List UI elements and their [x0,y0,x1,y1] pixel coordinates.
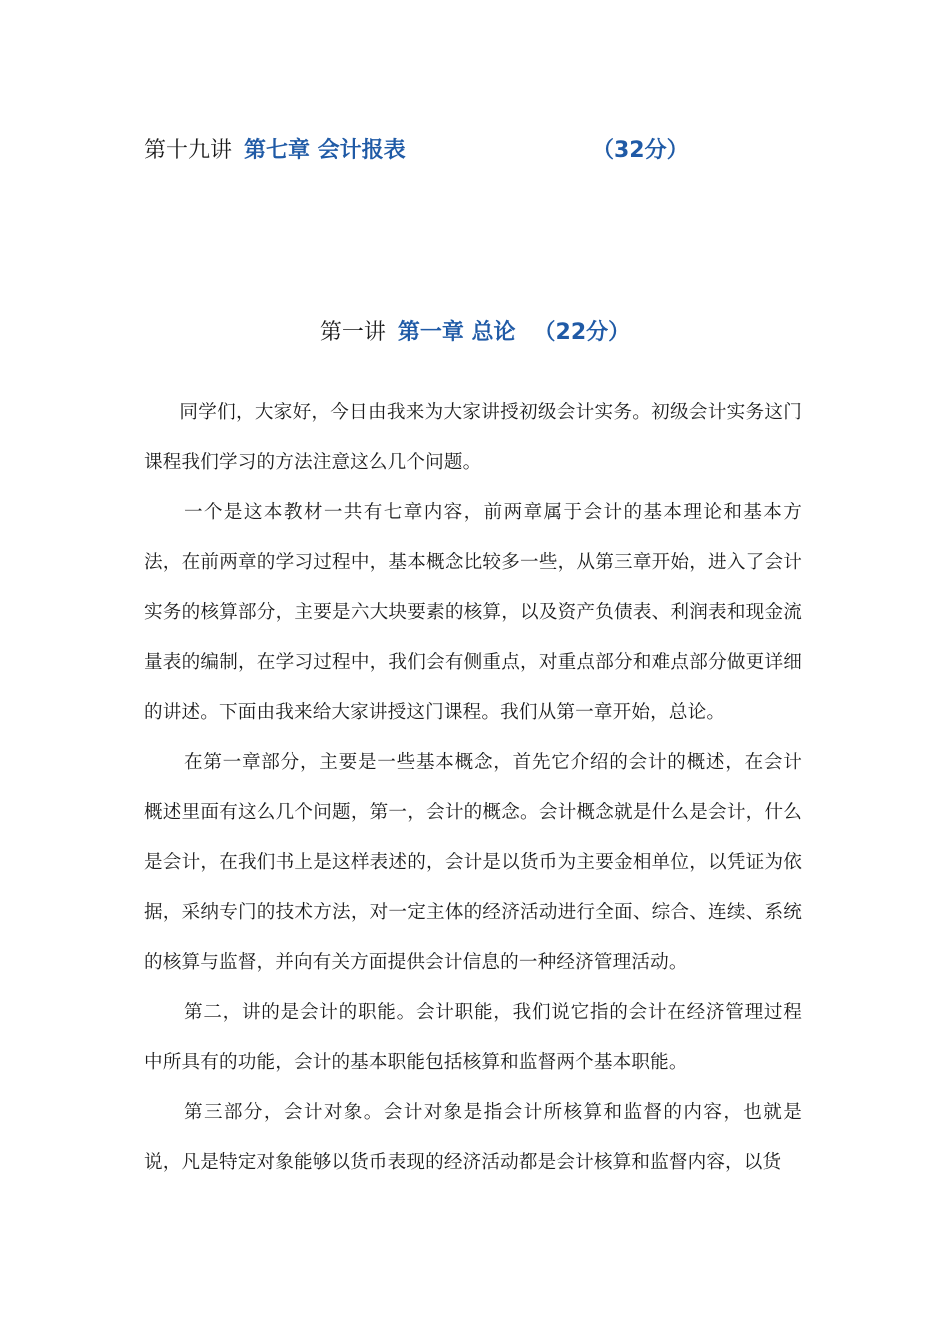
paragraph-greeting: 同学们，大家好，今日由我来为大家讲授初级会计实务。初级会计实务这门课程我们学习的方法注意这么几个问题。 [144,402,802,473]
section-heading-score: （22分） [533,320,631,345]
body-text [144,388,802,1188]
paragraph-textbook-overview: 一个是这本教材一共有七章内容，前两章属于会计的基本理论和基本方法，在前两章的学习过程中，基本概念比较多一些，从第三章开始，进入了会计实务的核算部分，主要是六大块要素的核算，以及资产负债表、利润表和现金流量表的编制，在学习过程中，我们会有侧重点，对重点部分和难点部分做更详细的讲述。下面由我来给大家讲授这门课程。我们从第一章开始，总论。 [144,502,802,723]
section-heading-lecture: 第一讲 [319,320,386,345]
paragraph-accounting-functions: 第二，讲的是会计的职能。会计职能，我们说它指的会计在经济管理过程中所具有的功能，会计的基本职能包括核算和监督两个基本职能。 [144,1002,802,1073]
top-heading-score: （32分） [592,138,689,163]
paragraph-accounting-concept: 在第一章部分，主要是一些基本概念，首先它介绍的会计的概述，在会计概述里面有这么几个问题，第一，会计的概念。会计概念就是什么是会计，什么是会计，在我们书上是这样表述的，会计是以货币为主要金相单位，以凭证为依据，采纳专门的技术方法，对一定主体的经济活动进行全面、综合、连续、系统的核算与监督，并向有关方面提供会计信息的一种经济管理活动。 [144,752,802,973]
paragraph-accounting-objects: 第三部分，会计对象。会计对象是指会计所核算和监督的内容，也就是说，凡是特定对象能够以货币表现的经济活动都是会计核算和监督内容，以货 [144,1102,802,1173]
section-heading [0,316,950,350]
top-heading-lecture: 第十九讲 [144,138,233,163]
section-heading-chapter: 第一章 总论 [397,320,516,345]
top-heading [144,134,844,168]
top-heading-chapter: 第七章 会计报表 [244,138,406,163]
